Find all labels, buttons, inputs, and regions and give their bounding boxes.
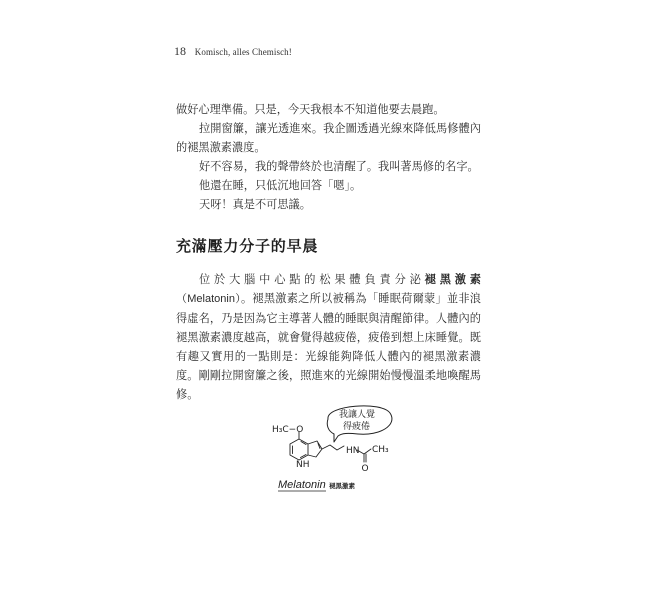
paragraph: 好不容易，我的聲帶終於也清醒了。我叫著馬修的名字。 [199,160,479,173]
oxygen-label: O [361,464,369,474]
melatonin-structure-drawing [262,403,412,503]
page-number: 18 [174,44,186,58]
paragraph: 拉開窗簾，讓光透進來。我企圖透過光線來降低馬修體內的褪黑激素濃度。 [176,122,481,154]
methoxy-label: H₃C−O [272,425,304,435]
paragraph [176,270,481,404]
paragraph-text: 位於大腦中心點的松果體負責分泌 [199,273,425,286]
running-title: Komisch, alles Chemisch! [194,47,292,57]
ethyl-chain [322,445,344,450]
top-text-block [176,100,481,214]
paragraph: 天呀！真是不可思議。 [199,198,311,211]
nh-label: NH [296,460,310,470]
ch3-label: CH₃ [372,445,389,455]
paragraph-text: 。褪黑激素之所以被稱為「睡眠荷爾蒙」並非浪得虛名，乃是因為它主導著人體的睡眠與清醒節律。人體內的褪黑激素濃度越高，就會覺得越疲倦，疲倦到想上床睡覺。既有趣又實用的一點則是：光線能夠降低人體內的褪黑激素濃度。剛剛拉開窗簾之後，照進來的光線開始慢慢溫柔地喚醒馬修。 [176,292,481,401]
section-heading: 充滿壓力分子的早晨 [176,237,319,255]
paragraph: 做好心理準備。只是，今天我根本不知道他要去晨跑。 [176,103,445,116]
caption-english: Melatonin [278,479,326,491]
latin-term: （Melatonin） [176,293,241,305]
key-term: 褪黑激素 [424,273,481,286]
caption-chinese: 褪黑激素 [329,482,355,490]
pyrrole-ring [308,441,322,457]
melatonin-illustration [262,403,412,503]
speech-text-line1: 我讓人覺 [339,410,376,420]
section-text-block [176,270,481,404]
paragraph: 他還在睡，只低沉地回答「嗯」。 [199,179,362,192]
page-header [174,44,292,59]
speech-text-line2: 得疲倦 [343,422,371,432]
hn-label: HN [346,446,360,456]
